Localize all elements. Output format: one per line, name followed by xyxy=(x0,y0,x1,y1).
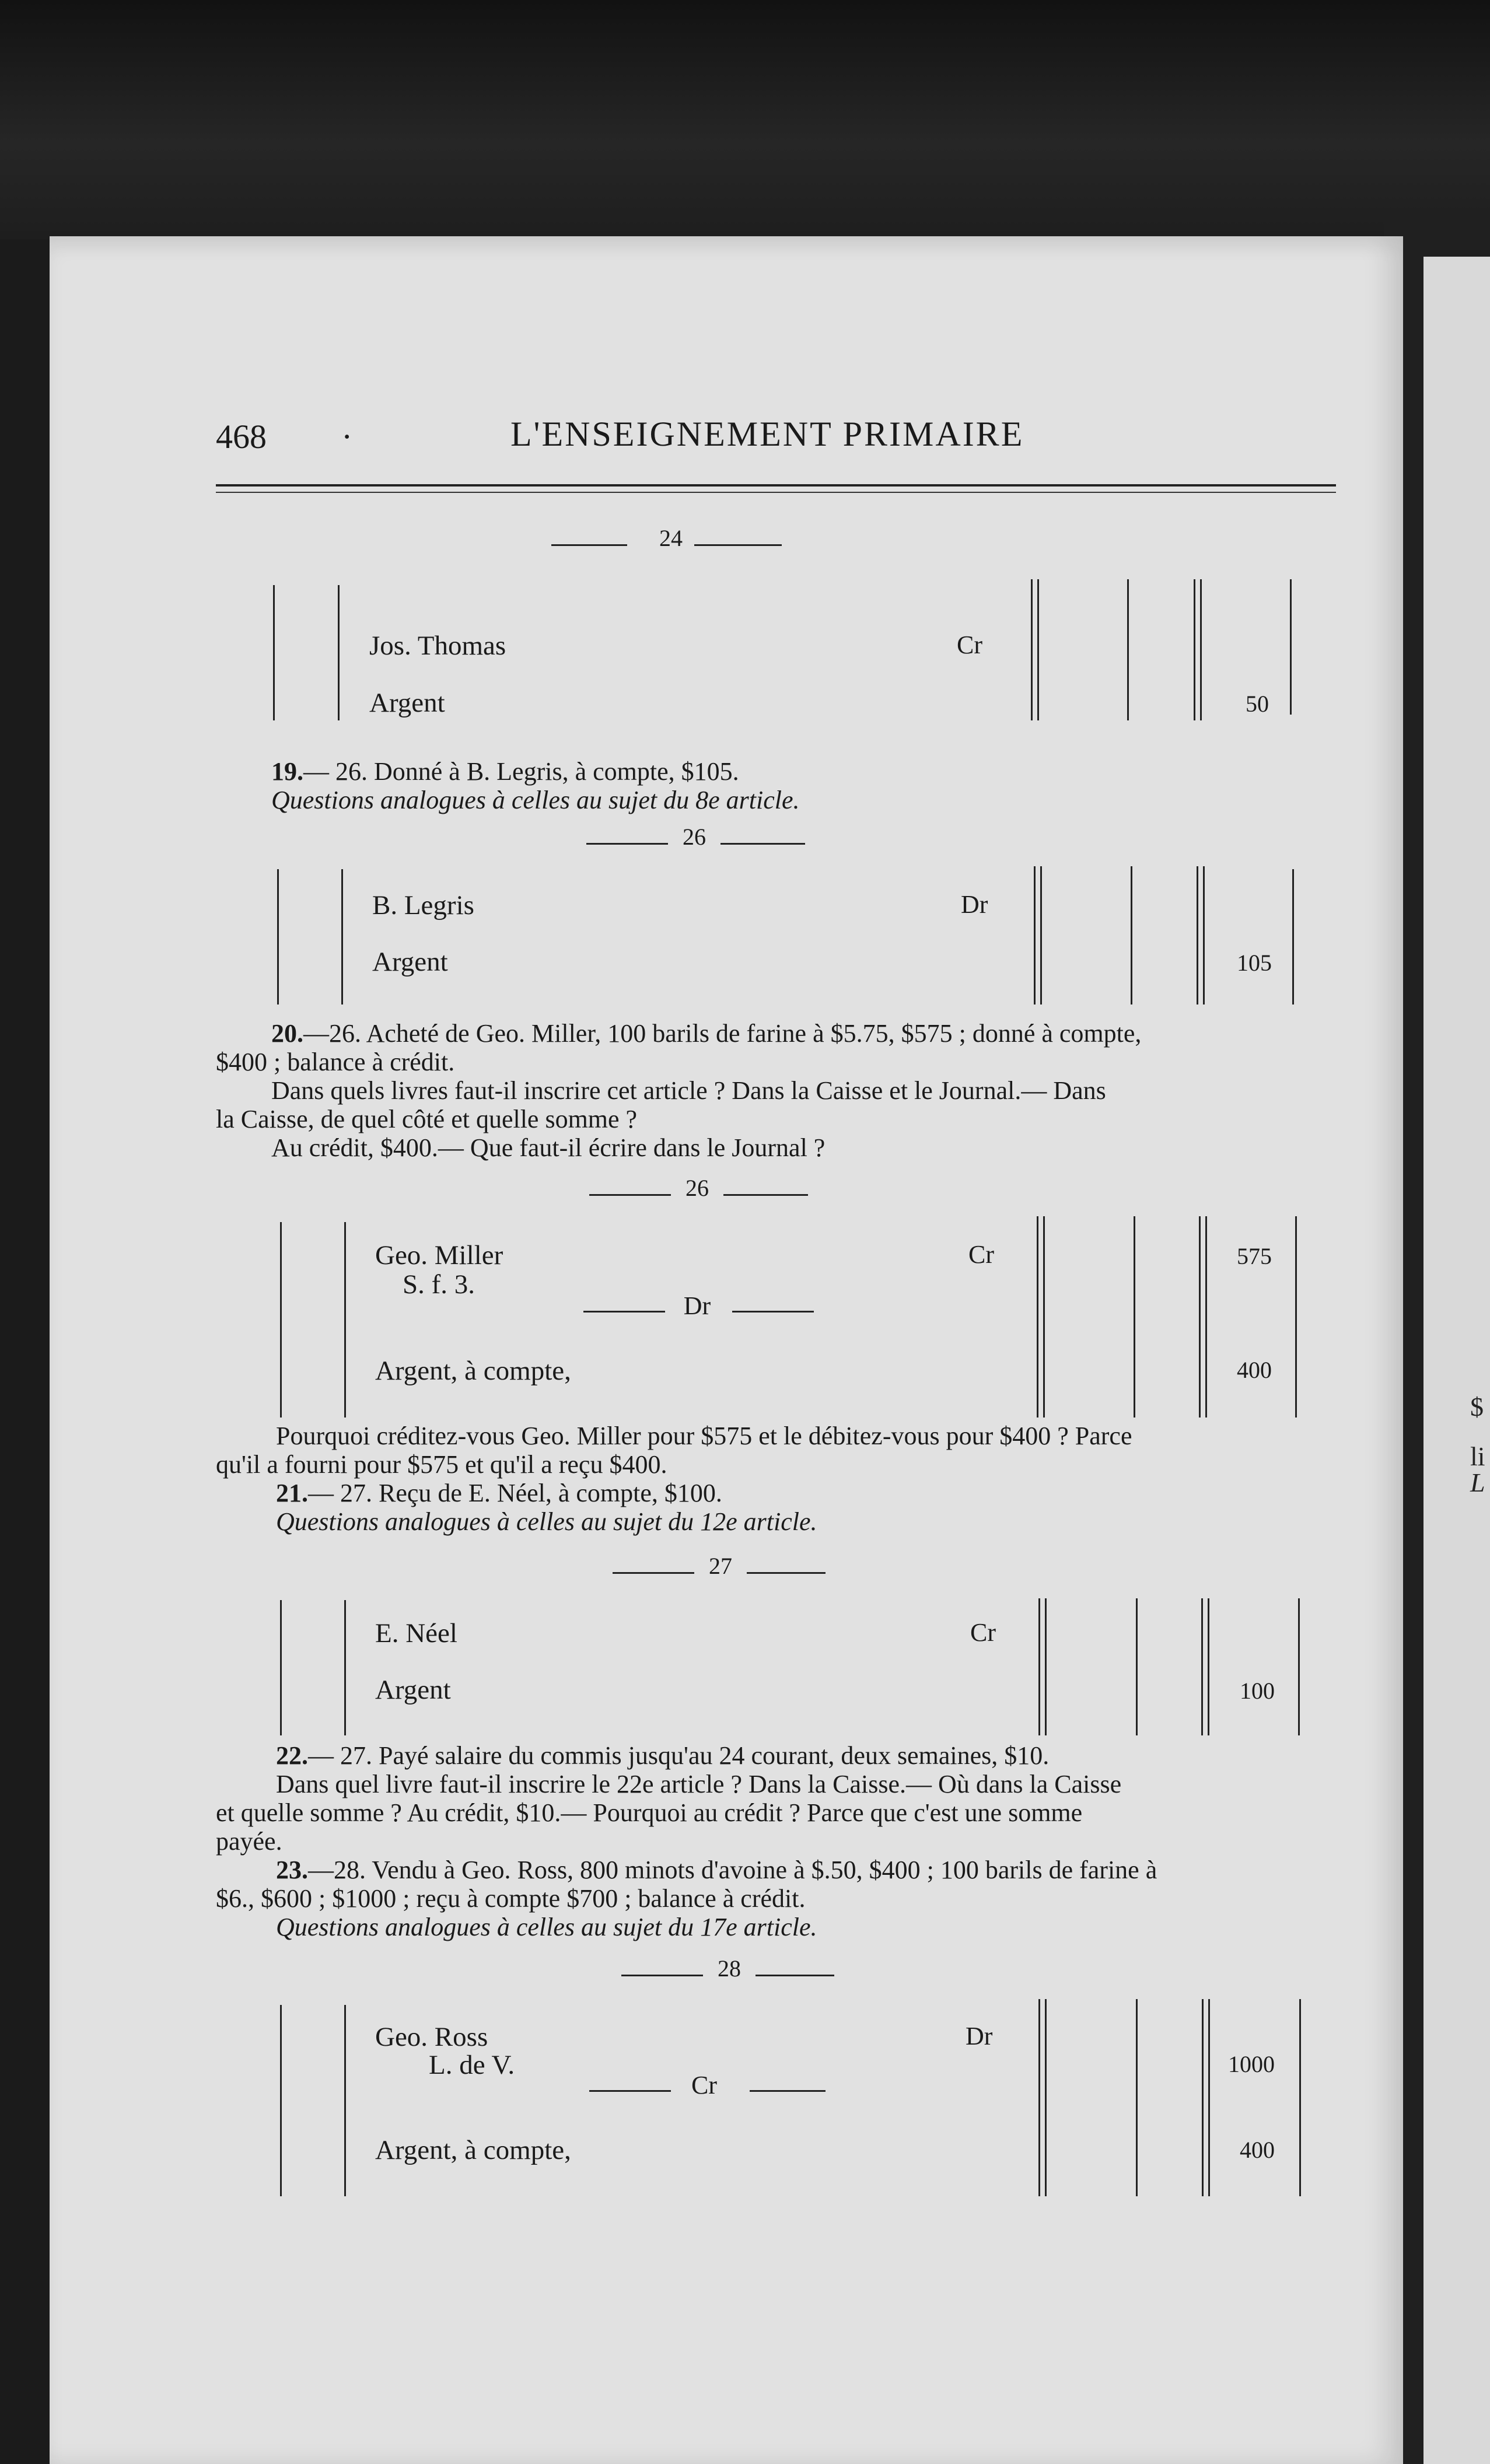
ledger-column-line xyxy=(1292,869,1294,1005)
ledger-column-line xyxy=(1199,1216,1201,1418)
article-text: la Caisse, de quel côté et quelle somme ? xyxy=(216,1105,638,1133)
ledger-column-line xyxy=(1202,1999,1204,2196)
ledger-column-line xyxy=(1134,1216,1135,1418)
ledger-column-line xyxy=(1038,1999,1040,2196)
debit-credit-marker: Dr xyxy=(683,1292,711,1320)
account-name: Geo. Ross xyxy=(375,2022,488,2052)
amount: 50 xyxy=(1246,691,1269,717)
sub-account: Argent, à compte, xyxy=(375,1356,571,1386)
ledger-column-line xyxy=(1299,1999,1301,2196)
ledger-column-line xyxy=(1200,579,1202,720)
sub-account: Argent xyxy=(369,688,445,718)
adjacent-page-fragment: L xyxy=(1470,1468,1485,1497)
article-line xyxy=(276,1741,1049,1770)
article-text: Au crédit, $400.— Que faut-il écrire dans le Journal ? xyxy=(271,1133,826,1162)
ledger-column-line xyxy=(1127,579,1129,720)
ledger-column-line xyxy=(1136,1598,1138,1735)
ledger-column-line xyxy=(1037,1216,1038,1418)
header-rule xyxy=(216,492,1336,493)
article-note: Questions analogues à celles au sujet du 8e article. xyxy=(271,786,800,814)
debit-credit-marker: Cr xyxy=(957,631,982,659)
article-note: Questions analogues à celles au sujet du 12e article. xyxy=(276,1507,817,1536)
ledger-margin-line xyxy=(344,1600,346,1735)
ledger-column-line xyxy=(1205,1216,1207,1418)
page-number-dot: · xyxy=(341,418,353,456)
account-name: E. Néel xyxy=(375,1618,457,1648)
ledger-column-line xyxy=(1290,579,1292,715)
ledger-column-line xyxy=(1208,1598,1209,1735)
date-label: 26 xyxy=(683,824,706,850)
date-label: 26 xyxy=(685,1175,709,1201)
running-title: L'ENSEIGNEMENT PRIMAIRE xyxy=(510,415,1024,453)
ledger-column-line xyxy=(1203,866,1205,1005)
article-line xyxy=(271,757,739,786)
ledger-margin-line xyxy=(338,585,340,720)
ledger-column-line xyxy=(1031,579,1033,720)
account-name: B. Legris xyxy=(372,890,474,921)
date-label: 27 xyxy=(709,1553,732,1579)
ledger-column-line xyxy=(1298,1598,1300,1735)
article-text: $400 ; balance à crédit. xyxy=(216,1048,455,1076)
ledger-column-line xyxy=(1136,1999,1138,2196)
sub-account: Argent, à compte, xyxy=(375,2135,571,2165)
amount: 1000 xyxy=(1228,2051,1275,2077)
ledger-margin-line xyxy=(280,2005,282,2196)
account-name: Jos. Thomas xyxy=(369,631,506,661)
article-number: 23. xyxy=(276,1856,308,1884)
ledger-column-line xyxy=(1034,866,1036,1005)
amount: 575 xyxy=(1237,1243,1272,1269)
sub-account: Argent xyxy=(372,947,448,977)
amount: 100 xyxy=(1240,1678,1275,1704)
ledger-column-line xyxy=(1295,1216,1297,1418)
amount: 400 xyxy=(1237,1357,1272,1383)
header-rule xyxy=(216,484,1336,487)
article-text: —26. Acheté de Geo. Miller, 100 barils de farine à $5.75, $575 ; donné à compte, xyxy=(303,1019,1142,1048)
article-number: 19. xyxy=(271,757,303,786)
article-text: $6., $600 ; $1000 ; reçu à compte $700 ; balance à crédit. xyxy=(216,1884,806,1913)
ledger-column-line xyxy=(1043,1216,1045,1418)
article-line xyxy=(271,1019,1141,1048)
ledger-column-line xyxy=(1037,579,1039,720)
ledger-column-line xyxy=(1197,866,1198,1005)
debit-credit-marker: Dr xyxy=(966,2022,993,2050)
article-text: qu'il a fourni pour $575 et qu'il a reçu $400. xyxy=(216,1450,667,1479)
debit-credit-marker: Cr xyxy=(968,1240,994,1269)
debit-credit-marker: Dr xyxy=(961,890,988,919)
ledger-column-line xyxy=(1040,866,1042,1005)
ledger-column-line xyxy=(1038,1598,1040,1735)
ledger-margin-line xyxy=(341,869,343,1005)
ledger-column-line xyxy=(1045,1598,1047,1735)
article-number: 20. xyxy=(271,1019,303,1048)
article-text: Dans quels livres faut-il inscrire cet article ? Dans la Caisse et le Journal.— Dans xyxy=(271,1076,1106,1105)
account-name: Geo. Miller xyxy=(375,1240,503,1270)
article-number: 21. xyxy=(276,1479,308,1507)
ledger-margin-line xyxy=(277,869,279,1005)
ledger-column-line xyxy=(1208,1999,1210,2196)
page-number: 468 xyxy=(216,418,267,456)
adjacent-page-fragment: $ xyxy=(1470,1392,1484,1422)
date-label: 24 xyxy=(659,525,683,551)
ledger-column-line xyxy=(1194,579,1195,720)
article-text: payée. xyxy=(216,1827,282,1856)
article-text: —28. Vendu à Geo. Ross, 800 minots d'avoine à $.50, $400 ; 100 barils de farine à xyxy=(308,1856,1157,1884)
adjacent-page-fragment: li xyxy=(1470,1441,1485,1471)
debit-credit-marker: Cr xyxy=(970,1618,996,1647)
article-text: et quelle somme ? Au crédit, $10.— Pourquoi au crédit ? Parce que c'est une somme xyxy=(216,1798,1083,1827)
article-number: 22. xyxy=(276,1741,308,1770)
debit-credit-marker: Cr xyxy=(691,2071,717,2099)
folio-reference: S. f. 3. xyxy=(403,1269,475,1300)
ledger-margin-line xyxy=(280,1222,282,1418)
amount: 105 xyxy=(1237,950,1272,976)
article-text: Pourquoi créditez-vous Geo. Miller pour $575 et le débitez-vous pour $400 ? Parce xyxy=(276,1422,1132,1450)
ledger-margin-line xyxy=(344,1222,346,1418)
folio-reference: L. de V. xyxy=(429,2050,515,2080)
article-text: Dans quel livre faut-il inscrire le 22e article ? Dans la Caisse.— Où dans la Caisse xyxy=(276,1770,1122,1798)
article-text: — 27. Payé salaire du commis jusqu'au 24 courant, deux semaines, $10. xyxy=(308,1741,1050,1770)
amount: 400 xyxy=(1240,2137,1275,2163)
date-label: 28 xyxy=(718,1955,741,1982)
article-line xyxy=(276,1479,722,1507)
ledger-column-line xyxy=(1045,1999,1047,2196)
ledger-column-line xyxy=(1131,866,1132,1005)
article-line xyxy=(276,1856,1157,1884)
article-note: Questions analogues à celles au sujet du 17e article. xyxy=(276,1913,817,1941)
scan-background-top xyxy=(0,0,1490,239)
adjacent-page-edge xyxy=(1423,257,1490,2464)
ledger-column-line xyxy=(1201,1598,1203,1735)
sub-account: Argent xyxy=(375,1675,451,1705)
ledger-margin-line xyxy=(273,585,275,720)
ledger-margin-line xyxy=(280,1600,282,1735)
ledger-margin-line xyxy=(344,2005,346,2196)
article-text: — 26. Donné à B. Legris, à compte, $105. xyxy=(303,757,739,786)
article-text: — 27. Reçu de E. Néel, à compte, $100. xyxy=(308,1479,722,1507)
book-page xyxy=(50,236,1403,2464)
